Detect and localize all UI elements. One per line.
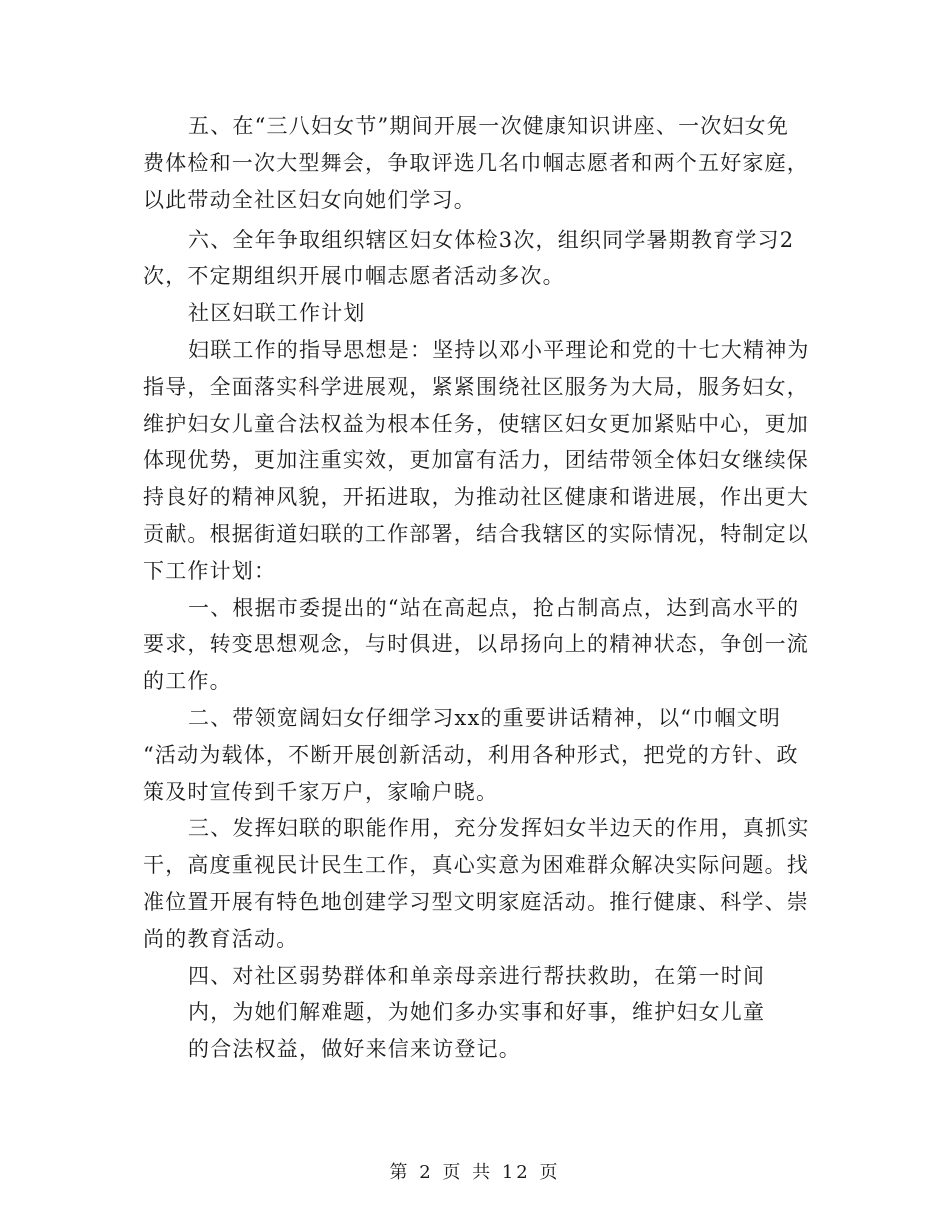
page-number: 第 2 页 共 12 页 [389,1162,561,1183]
text-line: 的工作。 [143,669,232,693]
text-line: 费体检和一次大型舞会，争取评选几名巾帼志愿者和两个五好家庭， [143,151,809,175]
text-line: 持良好的精神风貌，开拓进取，为推动社区健康和谐进展，作出更大 [143,485,809,509]
text-line: 二、带领宽阔妇女仔细学习xx的重要讲话精神，以“巾帼文明 [188,706,782,730]
text-line: 维护妇女儿童合法权益为根本任务，使辖区妇女更加紧贴中心，更加 [143,412,809,436]
text-line: 准位置开展有特色地创建学习型文明家庭活动。推行健康、科学、崇 [143,890,809,914]
text-line: 三、发挥妇联的职能作用，充分发挥妇女半边天的作用，真抓实 [188,816,810,840]
text-line: “活动为载体，不断开展创新活动，利用各种形式，把党的方针、政 [143,743,799,767]
text-line: 策及时宣传到千家万户，家喻户晓。 [143,780,499,804]
text-line: 一、根据市委提出的“站在高起点，抢占制高点，达到高水平的 [188,596,800,620]
text-line: 指导，全面落实科学进展观，紧紧围绕社区服务为大局，服务妇女， [143,375,809,399]
text-line: 妇联工作的指导思想是：坚持以邓小平理论和党的十七大精神为 [188,338,810,362]
text-line: 贡献。根据街道妇联的工作部署，结合我辖区的实际情况，特制定以 [143,522,809,546]
text-line: 干，高度重视民计民生工作，真心实意为困难群众解决实际问题。找 [143,853,809,877]
text-line: 次，不定期组织开展巾帼志愿者活动多次。 [143,264,565,288]
text-line: 以此带动全社区妇女向她们学习。 [143,188,476,212]
text-line: 五、在“三八妇女节”期间开展一次健康知识讲座、一次妇女免 [188,114,790,138]
text-line: 的合法权益，做好来信来访登记。 [188,1037,521,1061]
section-title: 社区妇联工作计划 [188,301,366,325]
text-line: 要求，转变思想观念，与时俱进，以昂扬向上的精神状态，争创一流 [143,632,809,656]
text-line: 尚的教育活动。 [143,927,299,951]
text-line: 内，为她们解难题，为她们多办实事和好事，维护妇女儿童 [188,1000,766,1024]
text-line: 下工作计划： [143,559,277,583]
text-line: 四、对社区弱势群体和单亲母亲进行帮扶救助，在第一时间 [188,964,766,988]
text-line: 六、全年争取组织辖区妇女体检3次，组织同学暑期教育学习2 [188,228,795,252]
text-line: 体现优势，更加注重实效，更加富有活力，团结带领全体妇女继续保 [143,448,809,472]
